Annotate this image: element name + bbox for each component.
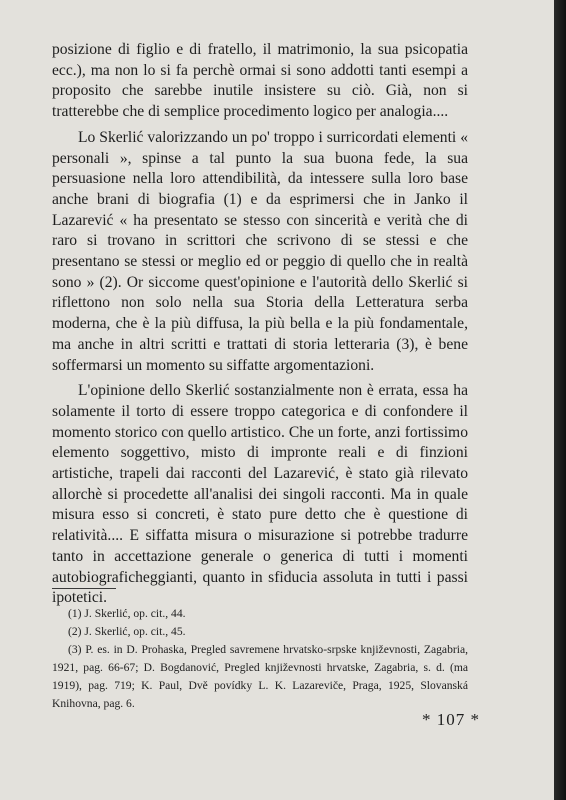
footnote-3: (3) P. es. in D. Prohaska, Pregled savremene hrvatsko-srpske književnosti, Zagabria, 1921, pag. 66-67; D. Bogdanović, Pregled književnosti hrvatske, Zagabria, s. d. (ma 1919), pag. 719; K. Paul, Dvě povídky L. K. Lazareviče, Praga, 1925, Slovanská Knihovna, pag. 6. [52,643,468,710]
paragraph-2: Lo Skerlić valorizzando un po' troppo i surricordati elementi « personali », spinse a tal punto la sua buona fede, la sua persuasione nella loro attendibilità, da intessere sulla loro base anche brani di biografia (1) e da esprimersi che in Janko il Lazarević « ha presentato se stesso con sincerità e verità che di raro si trovano in scrittori che scrivono di se stessi e che presentano se stessi or meglio ed or peggio di quello che in realtà sono » (2). Or siccome quest'opinione e l'autorità dello Skerlić si riflettono non solo nella sua Storia della Letteratura serba moderna, che è la più diffusa, la più bella e la più fondamentale, ma anche in altri scritti e trattati di storia letteraria (3), è bene soffermarsi un momento su siffatte argomentazioni. [52,128,468,374]
main-text [52,40,468,609]
footnote-1: (1) J. Skerlić, op. cit., 44. [68,607,186,620]
paragraph-1: posizione di figlio e di fratello, il matrimonio, la sua psicopatia ecc.), ma non lo si fa perchè ormai si sono addotti tanti esempi a proposito che sarebbe inutile insistere su ciò. Già, non si tratterebbe che di semplice procedimento logico per analogia.... [52,41,468,121]
paragraph-3: L'opinione dello Skerlić sostanzialmente non è errata, essa ha solamente il torto di essere troppo categorica e di confondere il momento storico con quello artistico. Che un forte, anzi fortissimo elemento soggettivo, misto di impronte reali e di finzioni artistiche, trapeli dai racconti del Lazarević, è stato già rilevato allorchè si procedette all'analisi dei singoli racconti. Ma in quale misura esso si concreti, è stato pure detto che è questione di relatività.... E siffatta misura o misurazione si potrebbe tradurre tanto in accettazione generale o generica di tutti i momenti autobiograficheggianti, quanto in sfiducia assoluta in tutti i passi ipotetici. [52,382,468,607]
page-number: * 107 * [422,710,480,729]
footnote-separator [52,588,116,589]
page-edge-shadow [554,0,566,800]
footnotes [52,605,468,713]
footnote-2: (2) J. Skerlić, op. cit., 45. [68,625,186,638]
